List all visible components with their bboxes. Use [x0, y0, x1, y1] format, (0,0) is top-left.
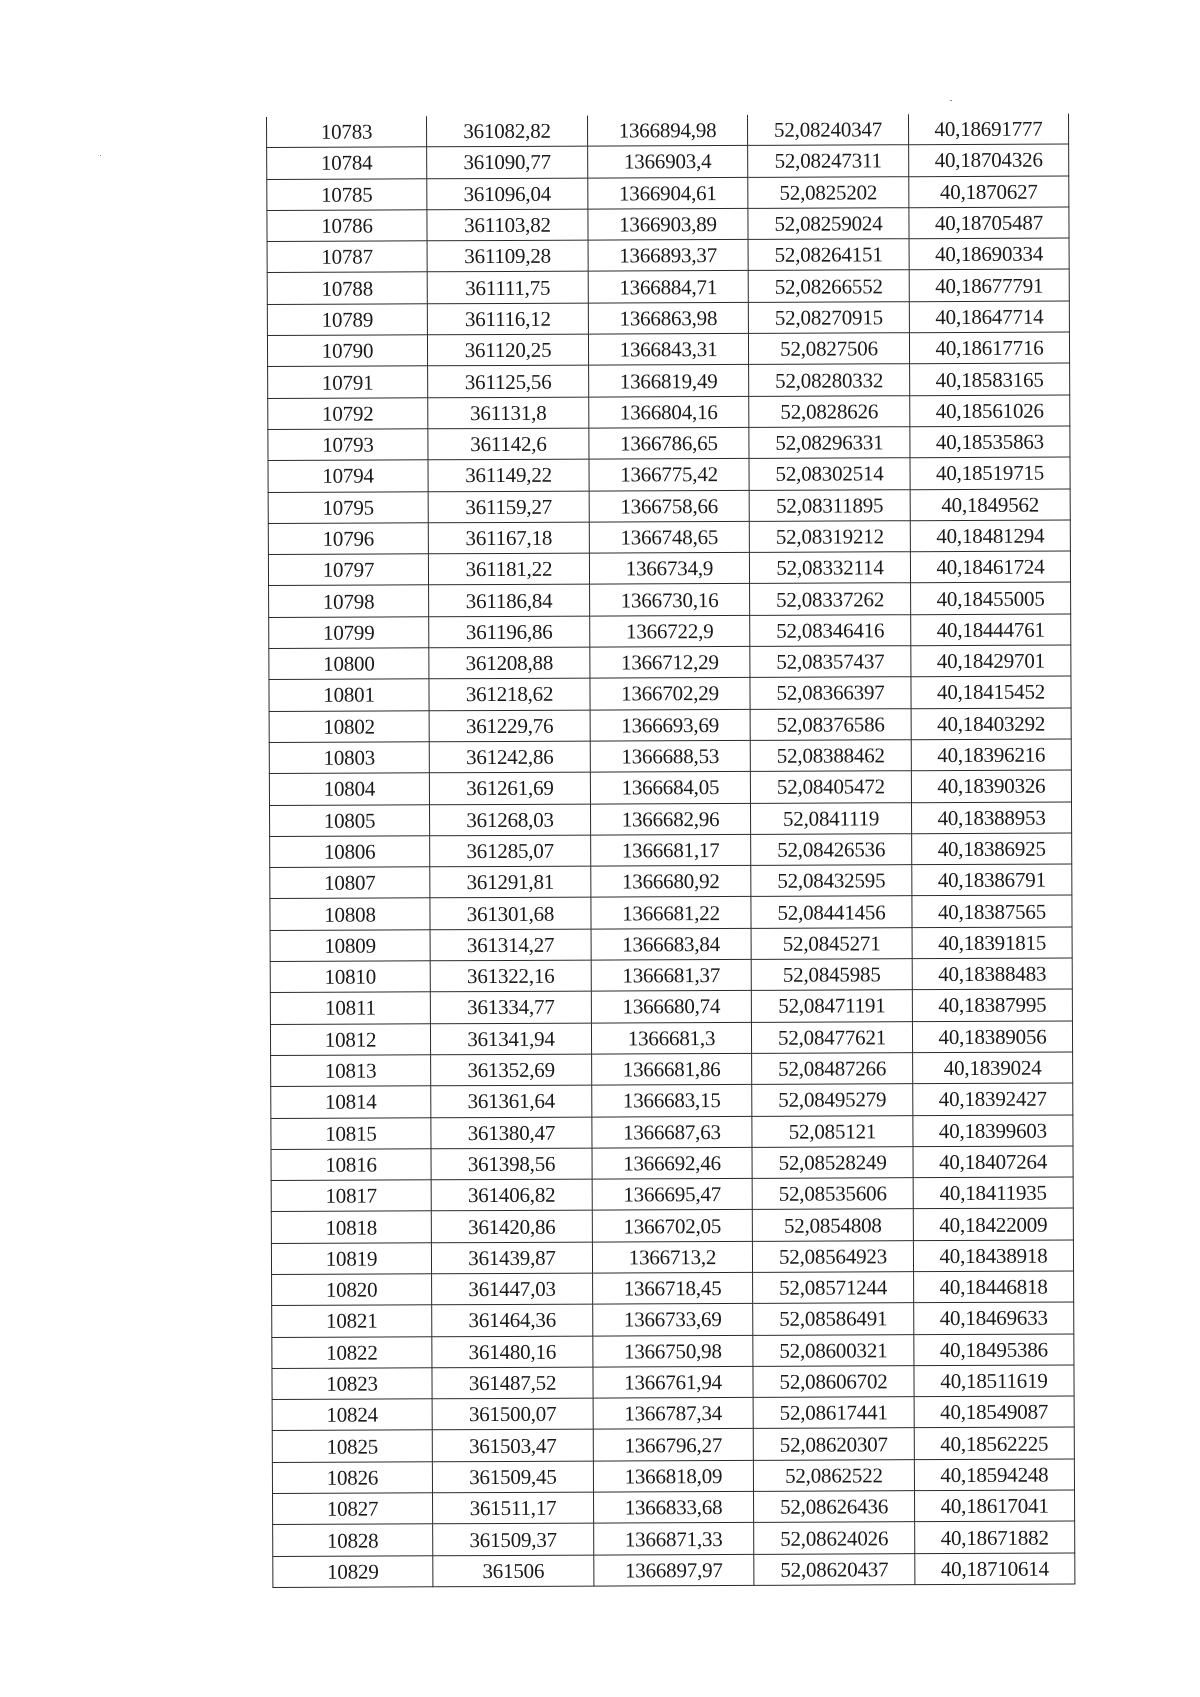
- table-row: [270, 1021, 1072, 1056]
- longitude-cell: 40,18388483: [912, 958, 1072, 990]
- latitude-cell: 52,08495279: [752, 1084, 913, 1116]
- x-coordinate-cell: 361218,62: [429, 678, 590, 710]
- x-coordinate-cell: 361506: [433, 1555, 594, 1587]
- table-row: [267, 207, 1069, 242]
- longitude-cell: 40,18469633: [914, 1302, 1074, 1334]
- point-number-cell: 10820: [272, 1274, 432, 1306]
- y-coordinate-cell: 1366695,47: [592, 1178, 752, 1210]
- y-coordinate-cell: 1366893,37: [588, 240, 748, 272]
- point-number-cell: 10829: [273, 1555, 433, 1587]
- point-number-cell: 10812: [270, 1023, 430, 1055]
- table-row: [271, 1240, 1073, 1275]
- x-coordinate-cell: 361509,45: [432, 1461, 593, 1493]
- longitude-cell: 40,18411935: [913, 1177, 1073, 1209]
- table-row: [267, 113, 1069, 147]
- latitude-cell: 52,0828626: [749, 395, 910, 427]
- point-number-cell: 10824: [272, 1399, 432, 1431]
- y-coordinate-cell: 1366687,63: [592, 1116, 752, 1148]
- x-coordinate-cell: 361159,27: [428, 491, 589, 523]
- longitude-cell: 40,18535863: [910, 426, 1070, 458]
- y-coordinate-cell: 1366734,9: [589, 553, 749, 585]
- longitude-cell: 40,18389056: [912, 1021, 1072, 1053]
- latitude-cell: 52,08586491: [753, 1303, 914, 1335]
- point-number-cell: 10805: [270, 804, 430, 836]
- y-coordinate-cell: 1366903,89: [588, 208, 748, 240]
- longitude-cell: 40,18519715: [910, 457, 1070, 489]
- latitude-cell: 52,08264151: [748, 239, 909, 271]
- y-coordinate-cell: 1366680,92: [591, 866, 751, 898]
- table-row: [270, 864, 1072, 899]
- x-coordinate-cell: 361285,07: [430, 835, 591, 867]
- point-number-cell: 10818: [271, 1211, 431, 1243]
- table-row: [267, 238, 1069, 273]
- table-row: [272, 1396, 1074, 1431]
- latitude-cell: 52,08270915: [748, 301, 909, 333]
- latitude-cell: 52,0825202: [748, 176, 909, 208]
- y-coordinate-cell: 1366683,15: [592, 1085, 752, 1117]
- latitude-cell: 52,08357437: [750, 646, 911, 678]
- table-row: [273, 1553, 1075, 1588]
- point-number-cell: 10797: [268, 554, 428, 586]
- x-coordinate-cell: 361509,37: [433, 1523, 594, 1555]
- longitude-cell: 40,18461724: [910, 551, 1070, 583]
- y-coordinate-cell: 1366730,16: [590, 584, 750, 616]
- y-coordinate-cell: 1366775,42: [589, 459, 749, 491]
- latitude-cell: 52,085121: [752, 1115, 913, 1147]
- x-coordinate-cell: 361464,36: [432, 1304, 593, 1336]
- x-coordinate-cell: 361503,47: [432, 1430, 593, 1462]
- longitude-cell: 40,18386791: [912, 864, 1072, 896]
- longitude-cell: 40,18399603: [913, 1114, 1073, 1146]
- longitude-cell: 40,18388953: [911, 802, 1071, 834]
- table-row: [270, 802, 1072, 837]
- table-row: [270, 895, 1072, 930]
- y-coordinate-cell: 1366722,9: [590, 615, 750, 647]
- longitude-cell: 40,18691777: [908, 113, 1068, 144]
- point-number-cell: 10815: [271, 1117, 431, 1149]
- latitude-cell: 52,08624026: [754, 1522, 915, 1554]
- latitude-cell: 52,08311895: [749, 489, 910, 521]
- latitude-cell: 52,08617441: [753, 1397, 914, 1429]
- y-coordinate-cell: 1366681,3: [591, 1022, 751, 1054]
- y-coordinate-cell: 1366733,69: [593, 1304, 753, 1336]
- longitude-cell: 40,18391815: [912, 927, 1072, 959]
- latitude-cell: 52,08528249: [752, 1146, 913, 1178]
- longitude-cell: 40,1849562: [910, 489, 1070, 521]
- point-number-cell: 10814: [271, 1086, 431, 1118]
- y-coordinate-cell: 1366787,34: [593, 1398, 753, 1430]
- x-coordinate-cell: 361380,47: [431, 1117, 592, 1149]
- table-row: [269, 739, 1071, 774]
- longitude-cell: 40,18704326: [909, 144, 1069, 176]
- longitude-cell: 40,18710614: [915, 1553, 1075, 1585]
- longitude-cell: 40,18422009: [913, 1208, 1073, 1240]
- x-coordinate-cell: 361511,17: [433, 1492, 594, 1524]
- point-number-cell: 10806: [270, 836, 430, 868]
- coordinates-table-body: [267, 113, 1075, 1587]
- x-coordinate-cell: 361229,76: [429, 710, 590, 742]
- latitude-cell: 52,08346416: [750, 614, 911, 646]
- x-coordinate-cell: 361487,52: [432, 1367, 593, 1399]
- y-coordinate-cell: 1366684,05: [590, 772, 750, 804]
- point-number-cell: 10788: [267, 272, 427, 304]
- y-coordinate-cell: 1366897,97: [594, 1554, 754, 1586]
- table-row: [272, 1334, 1074, 1369]
- x-coordinate-cell: 361322,16: [430, 960, 591, 992]
- point-number-cell: 10816: [271, 1149, 431, 1181]
- longitude-cell: 40,18511619: [914, 1365, 1074, 1397]
- latitude-cell: 52,08606702: [753, 1366, 914, 1398]
- table-row: [269, 708, 1071, 743]
- longitude-cell: 40,18549087: [914, 1396, 1074, 1428]
- y-coordinate-cell: 1366904,61: [588, 177, 748, 209]
- table-row: [268, 395, 1070, 430]
- latitude-cell: 52,08426536: [751, 834, 912, 866]
- x-coordinate-cell: 361480,16: [432, 1336, 593, 1368]
- latitude-cell: 52,08626436: [754, 1491, 915, 1523]
- point-number-cell: 10807: [270, 867, 430, 899]
- y-coordinate-cell: 1366761,94: [593, 1366, 753, 1398]
- table-row: [269, 770, 1071, 805]
- longitude-cell: 40,18386925: [912, 833, 1072, 865]
- longitude-cell: 40,1839024: [913, 1052, 1073, 1084]
- latitude-cell: 52,08376586: [750, 708, 911, 740]
- longitude-cell: 40,18562225: [914, 1427, 1074, 1459]
- point-number-cell: 10789: [267, 304, 427, 336]
- longitude-cell: 40,18392427: [913, 1083, 1073, 1115]
- y-coordinate-cell: 1366894,98: [587, 115, 747, 146]
- x-coordinate-cell: 361314,27: [430, 929, 591, 961]
- y-coordinate-cell: 1366750,98: [593, 1335, 753, 1367]
- latitude-cell: 52,08296331: [749, 427, 910, 459]
- latitude-cell: 52,0845271: [751, 927, 912, 959]
- x-coordinate-cell: 361301,68: [430, 898, 591, 930]
- scan-speck: [950, 100, 952, 101]
- point-number-cell: 10804: [269, 773, 429, 805]
- y-coordinate-cell: 1366758,66: [589, 490, 749, 522]
- point-number-cell: 10795: [268, 491, 428, 523]
- table-row: [267, 176, 1069, 211]
- point-number-cell: 10811: [270, 992, 430, 1024]
- latitude-cell: 52,08247311: [748, 145, 909, 177]
- x-coordinate-cell: 361149,22: [428, 459, 589, 491]
- x-coordinate-cell: 361268,03: [430, 804, 591, 836]
- x-coordinate-cell: 361439,87: [431, 1242, 592, 1274]
- longitude-cell: 40,18403292: [911, 708, 1071, 740]
- table-row: [267, 144, 1069, 179]
- x-coordinate-cell: 361447,03: [432, 1273, 593, 1305]
- x-coordinate-cell: 361500,07: [432, 1398, 593, 1430]
- point-number-cell: 10800: [269, 648, 429, 680]
- table-row: [268, 489, 1070, 524]
- latitude-cell: 52,08302514: [749, 458, 910, 490]
- x-coordinate-cell: 361291,81: [430, 866, 591, 898]
- table-row: [270, 927, 1072, 962]
- y-coordinate-cell: 1366681,17: [591, 834, 751, 866]
- x-coordinate-cell: 361111,75: [427, 272, 588, 304]
- point-number-cell: 10784: [267, 147, 427, 179]
- y-coordinate-cell: 1366680,74: [591, 991, 751, 1023]
- point-number-cell: 10783: [267, 116, 427, 147]
- table-row: [272, 1427, 1074, 1462]
- x-coordinate-cell: 361242,86: [429, 741, 590, 773]
- y-coordinate-cell: 1366681,86: [592, 1053, 752, 1085]
- point-number-cell: 10799: [269, 617, 429, 649]
- longitude-cell: 40,18705487: [909, 207, 1069, 239]
- table-row: [271, 1083, 1073, 1118]
- table-row: [269, 582, 1071, 617]
- latitude-cell: 52,0862522: [753, 1459, 914, 1491]
- table-row: [271, 1146, 1073, 1181]
- longitude-cell: 40,18396216: [911, 739, 1071, 771]
- latitude-cell: 52,0841119: [750, 802, 911, 834]
- longitude-cell: 40,18561026: [910, 395, 1070, 427]
- point-number-cell: 10791: [268, 366, 428, 398]
- longitude-cell: 40,18438918: [913, 1240, 1073, 1272]
- x-coordinate-cell: 361109,28: [427, 240, 588, 272]
- longitude-cell: 40,18446818: [914, 1271, 1074, 1303]
- point-number-cell: 10825: [272, 1430, 432, 1462]
- point-number-cell: 10819: [271, 1242, 431, 1274]
- longitude-cell: 40,18407264: [913, 1146, 1073, 1178]
- table-row: [268, 551, 1070, 586]
- longitude-cell: 40,18594248: [914, 1459, 1074, 1491]
- latitude-cell: 52,08319212: [749, 521, 910, 553]
- table-row: [268, 426, 1070, 461]
- x-coordinate-cell: 361120,25: [427, 334, 588, 366]
- table-row: [271, 1114, 1073, 1149]
- table-row: [273, 1521, 1075, 1556]
- y-coordinate-cell: 1366871,33: [594, 1523, 754, 1555]
- x-coordinate-cell: 361341,94: [430, 1023, 591, 1055]
- coordinates-table: [266, 113, 1075, 1587]
- x-coordinate-cell: 361406,82: [431, 1179, 592, 1211]
- point-number-cell: 10794: [268, 460, 428, 492]
- latitude-cell: 52,08432595: [751, 865, 912, 897]
- table-row: [267, 269, 1069, 304]
- latitude-cell: 52,0845985: [751, 959, 912, 991]
- y-coordinate-cell: 1366713,2: [592, 1241, 752, 1273]
- latitude-cell: 52,08388462: [750, 740, 911, 772]
- point-number-cell: 10801: [269, 679, 429, 711]
- table-row: [268, 520, 1070, 555]
- longitude-cell: 40,18617716: [909, 332, 1069, 364]
- x-coordinate-cell: 361352,69: [431, 1054, 592, 1086]
- table-row: [272, 1302, 1074, 1337]
- x-coordinate-cell: 361398,56: [431, 1148, 592, 1180]
- latitude-cell: 52,08471191: [751, 990, 912, 1022]
- table-row: [271, 1208, 1073, 1243]
- table-row: [267, 301, 1069, 336]
- point-number-cell: 10823: [272, 1368, 432, 1400]
- latitude-cell: 52,08337262: [750, 583, 911, 615]
- longitude-cell: 40,1870627: [909, 176, 1069, 208]
- y-coordinate-cell: 1366681,37: [591, 959, 751, 991]
- table-row: [267, 332, 1069, 367]
- longitude-cell: 40,18677791: [909, 269, 1069, 301]
- point-number-cell: 10792: [268, 397, 428, 429]
- latitude-cell: 52,08280332: [749, 364, 910, 396]
- latitude-cell: 52,08477621: [751, 1021, 912, 1053]
- y-coordinate-cell: 1366884,71: [588, 271, 748, 303]
- x-coordinate-cell: 361125,56: [428, 365, 589, 397]
- table-row: [272, 1271, 1074, 1306]
- x-coordinate-cell: 361082,82: [426, 116, 587, 147]
- y-coordinate-cell: 1366712,29: [590, 646, 750, 678]
- x-coordinate-cell: 361096,04: [427, 178, 588, 210]
- latitude-cell: 52,08487266: [752, 1053, 913, 1085]
- latitude-cell: 52,08600321: [753, 1334, 914, 1366]
- point-number-cell: 10786: [267, 210, 427, 242]
- x-coordinate-cell: 361131,8: [428, 397, 589, 429]
- table-row: [273, 1490, 1075, 1525]
- y-coordinate-cell: 1366693,69: [590, 709, 750, 741]
- x-coordinate-cell: 361196,86: [429, 616, 590, 648]
- table-row: [270, 833, 1072, 868]
- x-coordinate-cell: 361261,69: [429, 772, 590, 804]
- table-row: [268, 363, 1070, 398]
- longitude-cell: 40,18455005: [911, 582, 1071, 614]
- longitude-cell: 40,18481294: [910, 520, 1070, 552]
- y-coordinate-cell: 1366804,16: [589, 396, 749, 428]
- y-coordinate-cell: 1366903,4: [588, 146, 748, 178]
- point-number-cell: 10828: [273, 1524, 433, 1556]
- table-row: [272, 1459, 1074, 1494]
- point-number-cell: 10793: [268, 429, 428, 461]
- latitude-cell: 52,0854808: [752, 1209, 913, 1241]
- y-coordinate-cell: 1366692,46: [592, 1147, 752, 1179]
- y-coordinate-cell: 1366718,45: [593, 1272, 753, 1304]
- point-number-cell: 10810: [270, 961, 430, 993]
- point-number-cell: 10802: [269, 710, 429, 742]
- y-coordinate-cell: 1366833,68: [594, 1491, 754, 1523]
- point-number-cell: 10826: [272, 1462, 432, 1494]
- x-coordinate-cell: 361103,82: [427, 209, 588, 241]
- y-coordinate-cell: 1366681,22: [591, 897, 751, 929]
- latitude-cell: 52,08405472: [750, 771, 911, 803]
- latitude-cell: 52,08266552: [748, 270, 909, 302]
- point-number-cell: 10809: [270, 930, 430, 962]
- longitude-cell: 40,18387565: [912, 895, 1072, 927]
- latitude-cell: 52,08571244: [753, 1272, 914, 1304]
- longitude-cell: 40,18387995: [912, 989, 1072, 1021]
- x-coordinate-cell: 361181,22: [428, 553, 589, 585]
- point-number-cell: 10817: [271, 1180, 431, 1212]
- point-number-cell: 10821: [272, 1305, 432, 1337]
- longitude-cell: 40,18583165: [910, 363, 1070, 395]
- y-coordinate-cell: 1366688,53: [590, 740, 750, 772]
- y-coordinate-cell: 1366843,31: [588, 333, 748, 365]
- point-number-cell: 10827: [273, 1493, 433, 1525]
- table-row: [269, 676, 1071, 711]
- longitude-cell: 40,18495386: [914, 1334, 1074, 1366]
- latitude-cell: 52,08620437: [754, 1553, 915, 1585]
- point-number-cell: 10803: [269, 742, 429, 774]
- table-row: [268, 457, 1070, 492]
- latitude-cell: 52,08332114: [749, 552, 910, 584]
- latitude-cell: 52,08620307: [753, 1428, 914, 1460]
- x-coordinate-cell: 361334,77: [430, 991, 591, 1023]
- y-coordinate-cell: 1366702,05: [592, 1210, 752, 1242]
- x-coordinate-cell: 361420,86: [431, 1210, 592, 1242]
- longitude-cell: 40,18671882: [915, 1521, 1075, 1553]
- y-coordinate-cell: 1366786,65: [589, 427, 749, 459]
- x-coordinate-cell: 361361,64: [431, 1085, 592, 1117]
- x-coordinate-cell: 361142,6: [428, 428, 589, 460]
- table-row: [270, 989, 1072, 1024]
- longitude-cell: 40,18690334: [909, 238, 1069, 270]
- table-row: [271, 1052, 1073, 1087]
- longitude-cell: 40,18444761: [911, 614, 1071, 646]
- table-row: [269, 645, 1071, 680]
- point-number-cell: 10808: [270, 898, 430, 930]
- latitude-cell: 52,08535606: [752, 1178, 913, 1210]
- x-coordinate-cell: 361167,18: [428, 522, 589, 554]
- scan-speck: [100, 155, 101, 156]
- y-coordinate-cell: 1366863,98: [588, 302, 748, 334]
- x-coordinate-cell: 361116,12: [427, 303, 588, 335]
- y-coordinate-cell: 1366818,09: [593, 1460, 753, 1492]
- longitude-cell: 40,18390326: [911, 770, 1071, 802]
- x-coordinate-cell: 361208,88: [429, 647, 590, 679]
- point-number-cell: 10785: [267, 178, 427, 210]
- point-number-cell: 10822: [272, 1336, 432, 1368]
- latitude-cell: 52,08366397: [750, 677, 911, 709]
- table-row: [270, 958, 1072, 993]
- longitude-cell: 40,18429701: [911, 645, 1071, 677]
- table-row: [269, 614, 1071, 649]
- y-coordinate-cell: 1366796,27: [593, 1429, 753, 1461]
- x-coordinate-cell: 361186,84: [429, 585, 590, 617]
- y-coordinate-cell: 1366683,84: [591, 928, 751, 960]
- point-number-cell: 10790: [267, 335, 427, 367]
- y-coordinate-cell: 1366748,65: [589, 521, 749, 553]
- point-number-cell: 10813: [271, 1055, 431, 1087]
- point-number-cell: 10787: [267, 241, 427, 273]
- longitude-cell: 40,18617041: [915, 1490, 1075, 1522]
- latitude-cell: 52,08259024: [748, 208, 909, 240]
- latitude-cell: 52,08441456: [751, 896, 912, 928]
- latitude-cell: 52,08564923: [752, 1240, 913, 1272]
- latitude-cell: 52,0827506: [748, 333, 909, 365]
- point-number-cell: 10798: [269, 585, 429, 617]
- longitude-cell: 40,18415452: [911, 676, 1071, 708]
- point-number-cell: 10796: [268, 523, 428, 555]
- y-coordinate-cell: 1366819,49: [589, 365, 749, 397]
- longitude-cell: 40,18647714: [909, 301, 1069, 333]
- table-row: [271, 1177, 1073, 1212]
- x-coordinate-cell: 361090,77: [427, 146, 588, 178]
- y-coordinate-cell: 1366682,96: [590, 803, 750, 835]
- y-coordinate-cell: 1366702,29: [590, 678, 750, 710]
- table-row: [272, 1365, 1074, 1400]
- latitude-cell: 52,08240347: [747, 114, 908, 145]
